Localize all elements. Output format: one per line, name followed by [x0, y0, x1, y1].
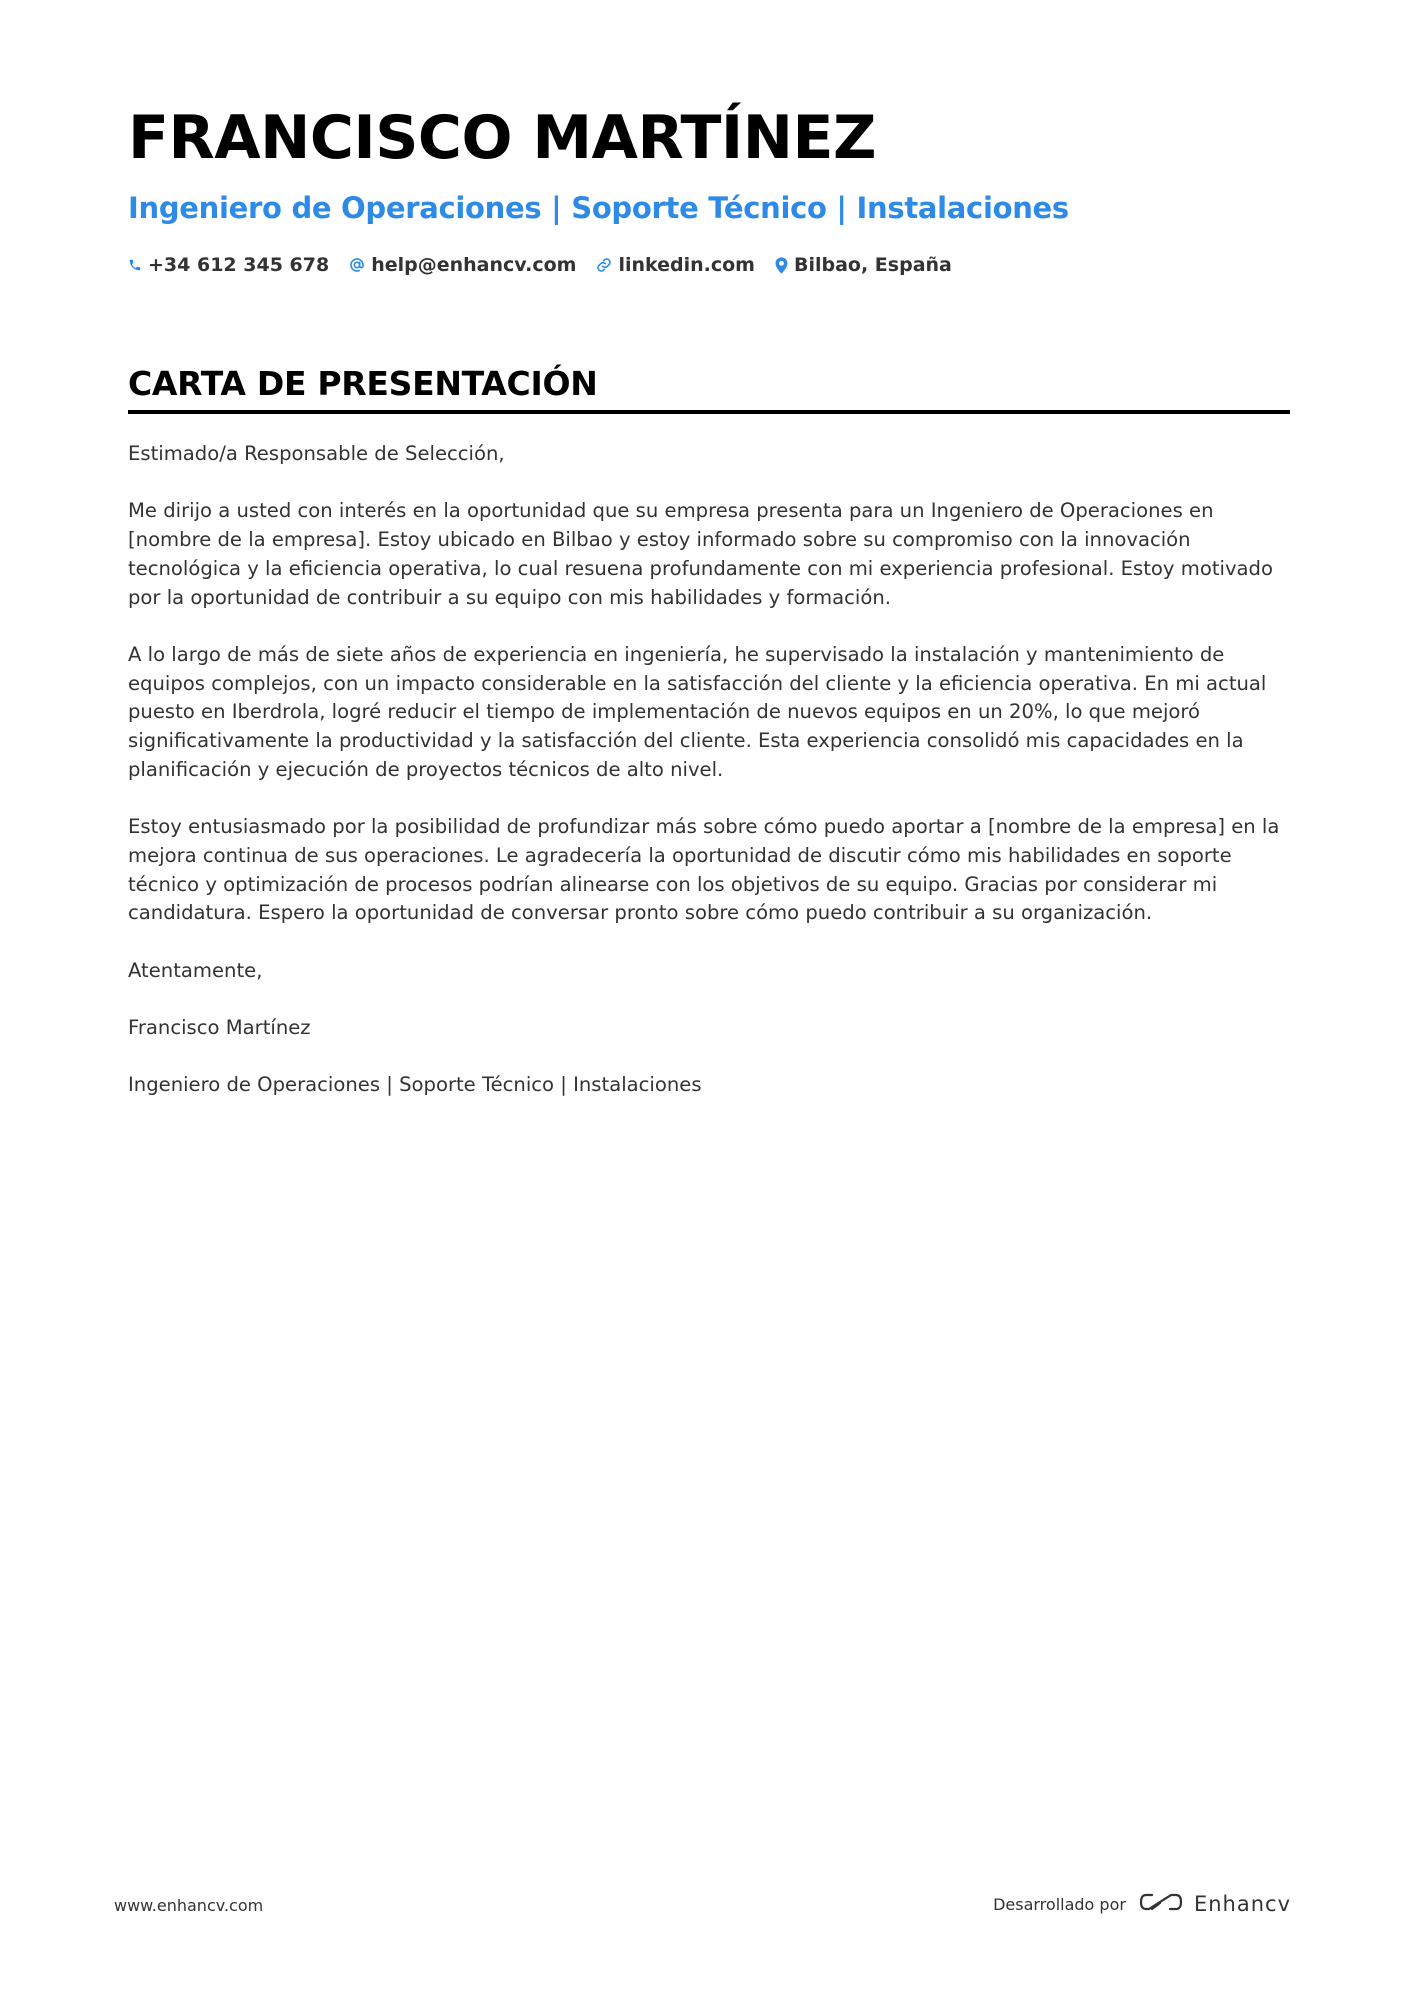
candidate-name: FRANCISCO MARTÍNEZ [128, 103, 876, 173]
letter-paragraph-2: A lo largo de más de siete años de experiencia en ingeniería, he supervisado la instalación y mantenimiento de equipos complejos, con un impacto considerable en la satisfacción del cliente y la eficiencia operativa. En mi actual puesto en Iberdrola, logré reducir el tiempo de implementación de nuevos equipos en un 20%, lo que mejoró significativamente la productividad y la satisfacción del cliente. Esta experiencia consolidó mis capacidades en la planificación y ejecución de proyectos técnicos de alto nivel. [128, 642, 1267, 781]
at-icon [349, 257, 365, 273]
link-icon [596, 257, 612, 273]
linkedin-text: linkedin.com [618, 254, 755, 276]
brand-name: Enhancv [1193, 1892, 1291, 1916]
contact-linkedin[interactable] [596, 254, 755, 276]
enhancv-logo-icon [1138, 1890, 1184, 1918]
section-divider [128, 410, 1290, 414]
phone-text: +34 612 345 678 [148, 254, 330, 276]
letter-greeting: Estimado/a Responsable de Selección, [128, 442, 505, 465]
letter-paragraph-1: Me dirijo a usted con interés en la oportunidad que su empresa presenta para un Ingeniero de Operaciones en [nombre de la empresa]. Estoy ubicado en Bilbao y estoy informado sobre su compromiso con la innovación tecnológica y la eficiencia operativa, lo cual resuena profundamente con mi experiencia profesional. Estoy motivado por la oportunidad de contribuir a su equipo con mis habilidades y formación. [128, 499, 1273, 609]
letter-paragraph-3: Estoy entusiasmado por la posibilidad de profundizar más sobre cómo puedo aportar a [nombre de la empresa] en la mejora continua de sus operaciones. Le agradecería la oportunidad de discutir cómo mis habilidades en soporte técnico y optimización de procesos podrían alinearse con los objetivos de su equipo. Gracias por considerar mi candidatura. Espero la oportunidad de conversar pronto sobre cómo puedo contribuir a su organización. [128, 815, 1280, 925]
powered-by-label: Desarrollado por [993, 1894, 1126, 1914]
signature-title: Ingeniero de Operaciones | Soporte Técnico | Instalaciones [128, 1073, 702, 1097]
footer-branding[interactable] [993, 1890, 1291, 1918]
candidate-headline: Ingeniero de Operaciones | Soporte Técnico | Instalaciones [128, 191, 1069, 225]
email-text: help@enhancv.com [371, 254, 577, 276]
letter-closing: Atentamente, [128, 958, 263, 982]
contact-location [775, 254, 952, 276]
footer-website-link[interactable]: www.enhancv.com [114, 1896, 264, 1915]
brand [1138, 1890, 1291, 1918]
location-text: Bilbao, España [793, 254, 952, 276]
location-pin-icon [775, 257, 788, 274]
signature-name: Francisco Martínez [128, 1015, 311, 1039]
letter-body [128, 440, 1290, 1129]
contact-phone[interactable] [128, 254, 329, 276]
section-title: CARTA DE PRESENTACIÓN [128, 364, 598, 403]
contact-email[interactable] [349, 254, 576, 276]
phone-icon [128, 257, 142, 273]
contact-info [128, 254, 952, 276]
